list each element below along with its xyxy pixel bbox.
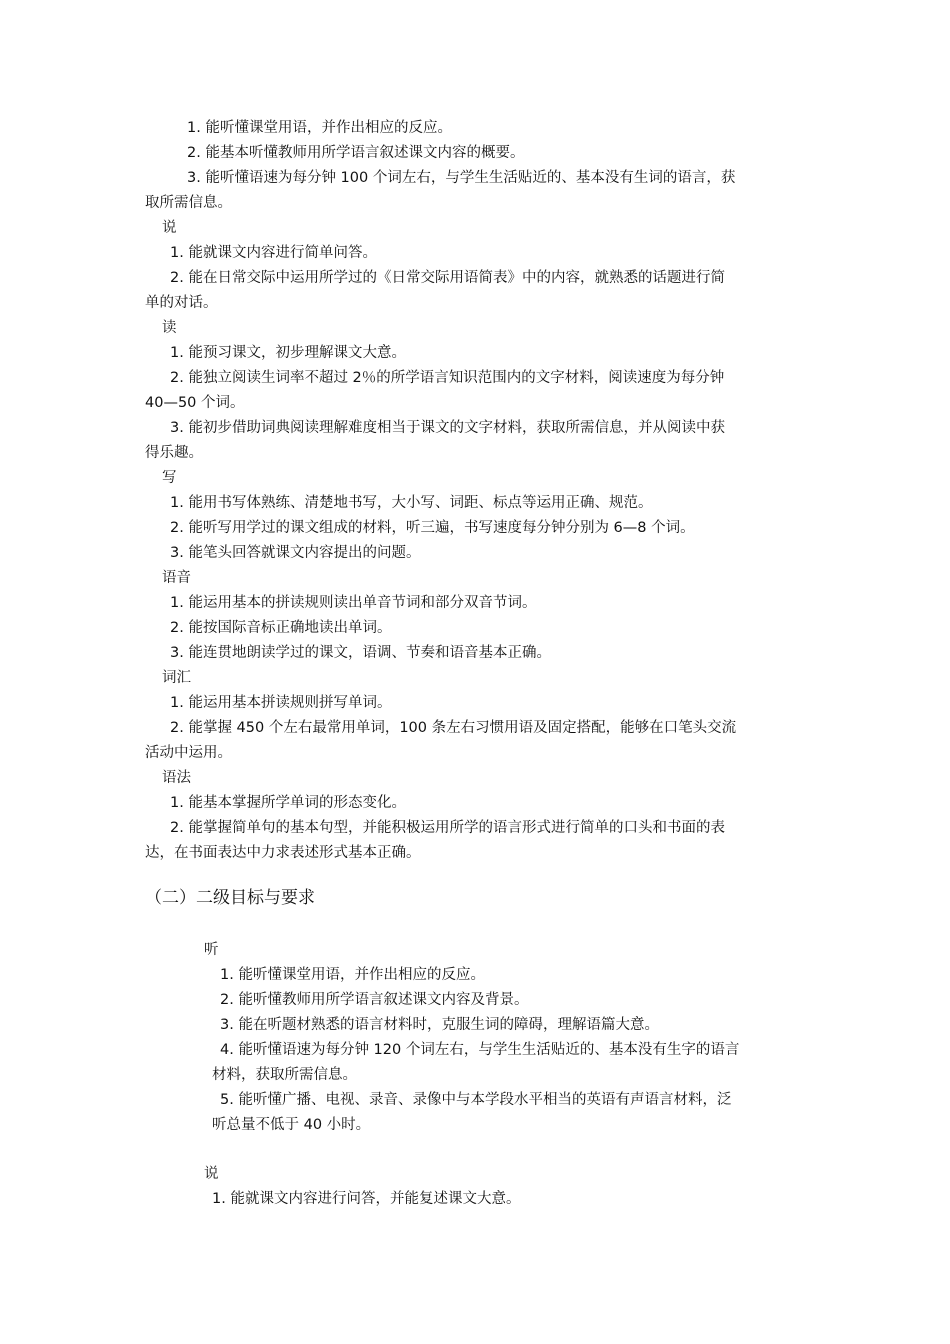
level1-speaking-item-2-cont: 单的对话。 xyxy=(145,295,218,311)
level1-writing-title: 写 xyxy=(162,470,177,486)
level1-speaking-title: 说 xyxy=(162,220,177,236)
level1-listening-item-2: 2. 能基本听懂教师用所学语言叙述课文内容的概要。 xyxy=(187,145,525,161)
level2-listening-item-4: 4. 能听懂语速为每分钟 120 个词左右，与学生生活贴近的、基本没有生字的语言 xyxy=(220,1042,740,1058)
level2-listening-item-3: 3. 能在听题材熟悉的语言材料时，克服生词的障碍，理解语篇大意。 xyxy=(220,1017,659,1033)
level1-phonetics-title: 语音 xyxy=(162,570,191,586)
level2-speaking-title: 说 xyxy=(204,1166,219,1182)
level1-listening-item-3: 3. 能听懂语速为每分钟 100 个词左右，与学生生活贴近的、基本没有生词的语言，获 xyxy=(187,170,736,186)
level1-reading-item-1: 1. 能预习课文，初步理解课文大意。 xyxy=(170,345,406,361)
level1-reading-item-2: 2. 能独立阅读生词率不超过 2％的所学语言知识范围内的文字材料，阅读速度为每分钟 xyxy=(170,370,725,386)
level1-writing-item-1: 1. 能用书写体熟练、清楚地书写，大小写、词距、标点等运用正确、规范。 xyxy=(170,495,653,511)
level1-grammar-item-1: 1. 能基本掌握所学单词的形态变化。 xyxy=(170,795,406,811)
level1-listening-item-1: 1. 能听懂课堂用语，并作出相应的反应。 xyxy=(187,120,452,136)
level1-grammar-title: 语法 xyxy=(162,770,191,786)
level1-vocabulary-item-2: 2. 能掌握 450 个左右最常用单词，100 条左右习惯用语及固定搭配，能够在口笔头交流 xyxy=(170,720,737,736)
level1-vocabulary-title: 词汇 xyxy=(162,670,191,686)
level2-heading: （二）二级目标与要求 xyxy=(145,888,315,908)
level1-reading-title: 读 xyxy=(162,320,177,336)
level1-vocabulary-item-1: 1. 能运用基本拼读规则拼写单词。 xyxy=(170,695,392,711)
level1-grammar-item-2: 2. 能掌握简单句的基本句型，并能积极运用所学的语言形式进行简单的口头和书面的表 xyxy=(170,820,725,836)
level1-reading-item-2-cont: 40—50 个词。 xyxy=(145,395,245,411)
level1-speaking-item-1: 1. 能就课文内容进行简单问答。 xyxy=(170,245,377,261)
level1-phonetics-item-2: 2. 能按国际音标正确地读出单词。 xyxy=(170,620,392,636)
level2-listening-title: 听 xyxy=(204,942,219,958)
level1-writing-item-2: 2. 能听写用学过的课文组成的材料，听三遍，书写速度每分钟分别为 6—8 个词。 xyxy=(170,520,695,536)
level2-listening-item-2: 2. 能听懂教师用所学语言叙述课文内容及背景。 xyxy=(220,992,529,1008)
level1-reading-item-3: 3. 能初步借助词典阅读理解难度相当于课文的文字材料，获取所需信息，并从阅读中获 xyxy=(170,420,725,436)
level1-grammar-item-2-cont: 达，在书面表达中力求表述形式基本正确。 xyxy=(145,845,421,861)
level2-listening-item-1: 1. 能听懂课堂用语，并作出相应的反应。 xyxy=(220,967,485,983)
level1-vocabulary-item-2-cont: 活动中运用。 xyxy=(145,745,232,761)
level1-reading-item-3-cont: 得乐趣。 xyxy=(145,445,203,461)
level1-phonetics-item-3: 3. 能连贯地朗读学过的课文，语调、节奏和语音基本正确。 xyxy=(170,645,551,661)
level2-listening-item-4-cont: 材料，获取所需信息。 xyxy=(212,1067,357,1083)
level1-phonetics-item-1: 1. 能运用基本的拼读规则读出单音节词和部分双音节词。 xyxy=(170,595,537,611)
level2-listening-item-5: 5. 能听懂广播、电视、录音、录像中与本学段水平相当的英语有声语言材料，泛 xyxy=(220,1092,732,1108)
level2-listening-item-5-cont: 听总量不低于 40 小时。 xyxy=(212,1117,371,1133)
level1-writing-item-3: 3. 能笔头回答就课文内容提出的问题。 xyxy=(170,545,421,561)
level1-speaking-item-2: 2. 能在日常交际中运用所学过的《日常交际用语简表》中的内容，就熟悉的话题进行简 xyxy=(170,270,725,286)
level1-listening-item-3-cont: 取所需信息。 xyxy=(145,195,232,211)
level2-speaking-item-1: 1. 能就课文内容进行问答，并能复述课文大意。 xyxy=(212,1191,521,1207)
